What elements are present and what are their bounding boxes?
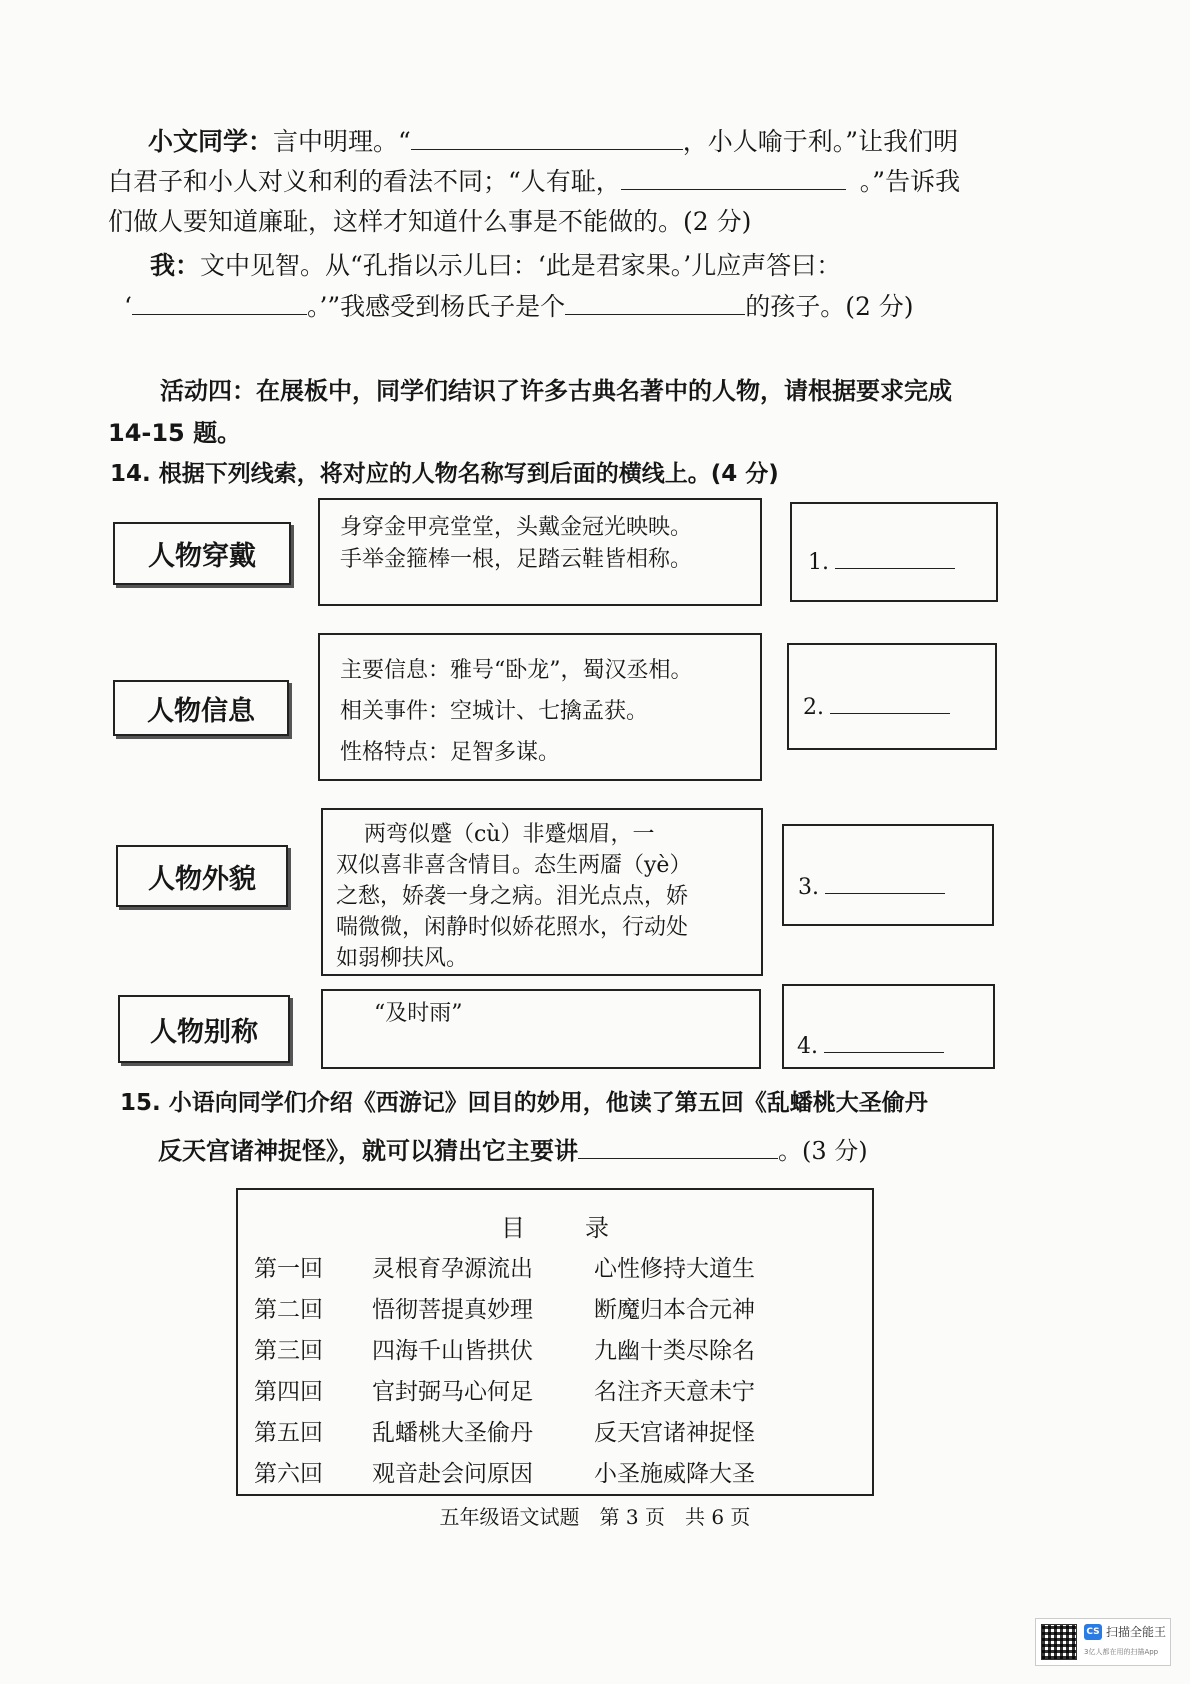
toc-no: 第四回 (254, 1379, 323, 1405)
answer-no-4: 4. (797, 1034, 818, 1059)
label-appearance: 人物外貌 (148, 863, 256, 895)
toc-a: 观音赴会问原因 (372, 1461, 533, 1487)
answer-no-2: 2. (803, 695, 824, 720)
answer-line-3[interactable] (825, 873, 945, 894)
xiaowen-text-1a: 言中明理。“ (273, 127, 411, 156)
cs-logo-icon: CS (1084, 1624, 1102, 1640)
activity4-line-1: 活动四：在展板中，同学们结识了许多古典名著中的人物，请根据要求完成 (160, 377, 952, 405)
xiaowen-label: 小文同学： (148, 127, 274, 156)
me-text-2b: 。’”我感受到杨氏子是个 (306, 292, 566, 321)
toc-row-2 (254, 1291, 755, 1324)
answer-no-1: 1. (808, 550, 829, 575)
me-text-2a: ‘ (124, 292, 132, 321)
toc-row-3 (254, 1332, 755, 1365)
clue-text-2: 主要信息：雅号“卧龙”，蜀汉丞相。 相关事件：空城计、七擒孟获。 性格特点：足智多谋。 (340, 658, 693, 765)
answer-blank-1[interactable] (411, 127, 683, 150)
toc-row-1 (254, 1250, 755, 1283)
scanner-sub: 3亿人都在用的扫描App (1084, 1648, 1159, 1656)
q15-text-2b: 。(3 分) (778, 1137, 868, 1165)
q15-line-2 (158, 1136, 868, 1166)
label-info: 人物信息 (147, 695, 255, 727)
answer-line-2[interactable] (830, 693, 950, 714)
toc-b: 反天宫诸神捉怪 (594, 1420, 755, 1446)
label-box-1 (113, 522, 291, 585)
toc-box (236, 1188, 874, 1496)
toc-row-4 (254, 1373, 755, 1406)
xiaowen-text-2b: 。”告诉我 (859, 167, 961, 196)
answer-blank-2[interactable] (621, 167, 846, 190)
clue-text-3: 两弯似蹙（cù）非蹙烟眉，一 双似喜非喜含情目。态生两靥（yè） 之愁，娇袭一身之病。泪光点点，娇 喘微微，闲静时似娇花照水，行动处 如弱柳扶风。 (336, 822, 692, 971)
toc-a: 乱蟠桃大圣偷丹 (372, 1420, 533, 1446)
toc-a: 灵根育孕源流出 (372, 1256, 533, 1282)
page-footer: 五年级语文试题 第 3 页 共 6 页 (439, 1505, 751, 1529)
toc-no: 第三回 (254, 1338, 323, 1364)
toc-no: 第六回 (254, 1461, 323, 1487)
toc-no: 第二回 (254, 1297, 323, 1323)
toc-b: 九幽十类尽除名 (594, 1338, 755, 1364)
q14-stem: 14. 根据下列线索，将对应的人物名称写到后面的横线上。(4 分) (110, 461, 779, 487)
toc-title: 目录 (501, 1214, 669, 1242)
answer-blank-4[interactable] (565, 292, 745, 315)
label-box-3 (116, 845, 288, 907)
toc-b: 小圣施威降大圣 (594, 1461, 755, 1487)
answer-blank-3[interactable] (132, 292, 307, 315)
xiaowen-line-3: 们做人要知道廉耻，这样才知道什么事是不能做的。(2 分) (108, 207, 752, 236)
xiaowen-text-1b: ，小人喻于利。”让我们明 (682, 127, 959, 156)
toc-b: 心性修持大道生 (594, 1256, 755, 1282)
toc-row-5 (254, 1414, 755, 1447)
me-line-2 (124, 292, 914, 322)
answer-3 (798, 873, 945, 900)
scanner-badge (1035, 1618, 1171, 1666)
me-text-2c: 的孩子。(2 分) (745, 292, 914, 321)
xiaowen-text-2a: 白君子和小人对义和利的看法不同；“人有耻， (108, 167, 621, 196)
label-box-4 (118, 995, 290, 1063)
toc-a: 四海千山皆拱伏 (372, 1338, 533, 1364)
toc-a: 悟彻菩提真妙理 (372, 1297, 533, 1323)
toc-row-6 (254, 1455, 755, 1488)
toc-a: 官封弼马心何足 (372, 1379, 533, 1405)
toc-no: 第一回 (254, 1256, 323, 1282)
answer-2 (803, 693, 950, 720)
answer-line-4[interactable] (824, 1032, 944, 1053)
label-clothing: 人物穿戴 (148, 541, 256, 572)
answer-blank-q15[interactable] (578, 1136, 778, 1159)
me-line-1 (150, 251, 841, 281)
me-text-1: 文中见智。从“孔指以示儿曰：‘此是君家果。’儿应声答曰： (200, 251, 842, 280)
toc-b: 断魔归本合元神 (594, 1297, 755, 1323)
label-alias: 人物别称 (150, 1016, 258, 1048)
answer-no-3: 3. (798, 875, 819, 900)
label-box-2 (113, 680, 289, 736)
xiaowen-line-2 (108, 167, 960, 197)
toc-no: 第五回 (254, 1420, 323, 1446)
answer-line-1[interactable] (835, 548, 955, 569)
q15-line-1: 15. 小语向同学们介绍《西游记》回目的妙用，他读了第五回《乱蟠桃大圣偷丹 (120, 1090, 928, 1116)
answer-4 (797, 1032, 944, 1059)
qr-code-icon (1041, 1624, 1077, 1660)
toc-b: 名注齐天意未宁 (594, 1379, 755, 1405)
xiaowen-line-1 (148, 127, 958, 157)
answer-1 (808, 548, 955, 575)
q15-text-2a: 反天宫诸神捉怪》，就可以猜出它主要讲 (158, 1137, 578, 1165)
clue-text-1: 身穿金甲亮堂堂，头戴金冠光映映。 手举金箍棒一根，足踏云鞋皆相称。 (340, 515, 693, 572)
me-label: 我： (150, 251, 201, 280)
scanner-name: 扫描全能王 (1106, 1625, 1167, 1639)
clue-text-4: “及时雨” (346, 1001, 463, 1026)
activity4-line-2: 14-15 题。 (108, 419, 242, 447)
